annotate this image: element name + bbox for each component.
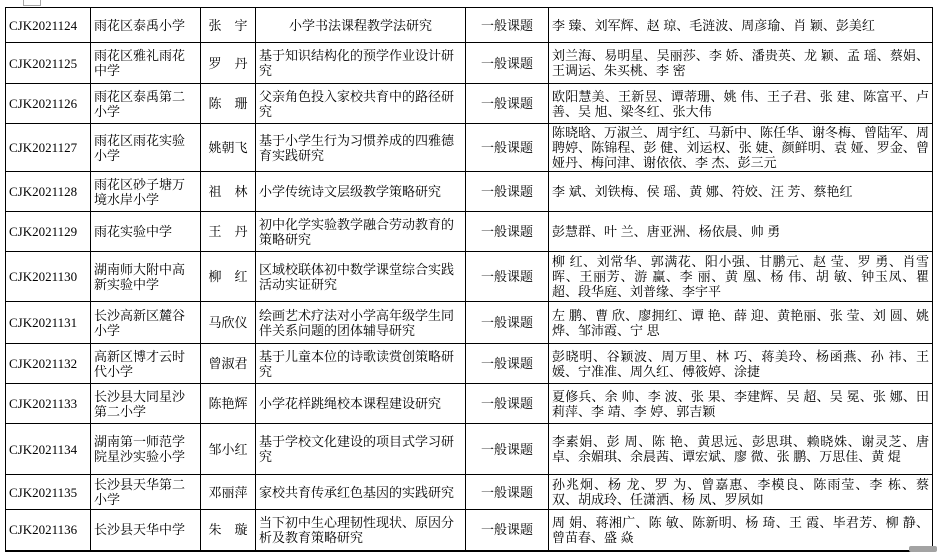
members-cell[interactable]: 柳 红、刘常华、郭满花、阳小强、甘鹏元、赵 莹、罗 勇、肖雪晖、王丽芳、游 赢、李 丽、黄 凰、杨 伟、胡 敏、钟玉凤、瞿 超、段华庭、刘普缘、李宇平 [549, 252, 933, 302]
project-id-cell[interactable]: CJK2021133 [6, 384, 91, 424]
leader-cell[interactable]: 姚朝飞 [201, 124, 256, 172]
category-cell[interactable]: 一般课题 [466, 124, 549, 172]
title-cell[interactable]: 家校共育传承红色基因的实践研究 [256, 475, 466, 510]
members-cell[interactable]: 孙兆炯、杨 龙、罗 为、曾嘉惠、李模良、陈雨莹、李 栋、蔡 双、胡成玲、任潇洒、杨 凤、罗夙如 [549, 475, 933, 510]
table-row [6, 8, 933, 43]
members-cell[interactable]: 李素娟、彭 周、陈 艳、黄思远、彭思琪、赖晓姝、谢灵芝、唐 卓、余媚琪、余晨茜、谭宏斌、廖 微、张 鹏、万思佳、黄 焜 [549, 424, 933, 475]
title-cell[interactable]: 基于学校文化建设的项目式学习研究 [256, 424, 466, 475]
category-cell[interactable]: 一般课题 [466, 344, 549, 384]
project-id-cell[interactable]: CJK2021134 [6, 424, 91, 475]
title-cell[interactable]: 小学书法课程教学法研究 [256, 8, 466, 43]
leader-cell[interactable]: 祖 林 [201, 172, 256, 212]
leader-cell[interactable]: 邹小红 [201, 424, 256, 475]
category-cell[interactable]: 一般课题 [466, 172, 549, 212]
members-cell[interactable]: 欧阳慧美、王新昱、谭蒂珊、姚 伟、王子君、张 建、陈富平、卢 善、吴 旭、梁冬红、张大伟 [549, 84, 933, 124]
members-cell[interactable]: 左 鹏、曹 欣、廖拥红、谭 艳、薛 迎、黄艳丽、张 莹、刘 圆、姚 烨、邹沛霞、宁 思 [549, 302, 933, 344]
project-id-cell[interactable]: CJK2021127 [6, 124, 91, 172]
school-cell[interactable]: 雨花区雅礼雨花中学 [91, 43, 201, 84]
school-cell[interactable]: 雨花区砂子塘万境水岸小学 [91, 172, 201, 212]
members-cell[interactable]: 夏修兵、余 帅、李 波、张 果、李建辉、吴 超、吴 冕、张 娜、田莉萍、李 靖、李 婷、郭吉颖 [549, 384, 933, 424]
table-row [6, 302, 933, 344]
members-cell[interactable]: 彭慧群、叶 兰、唐亚洲、杨依晨、帅 勇 [549, 212, 933, 252]
title-cell[interactable]: 小学花样跳绳校本课程建设研究 [256, 384, 466, 424]
project-id-cell[interactable]: CJK2021124 [6, 8, 91, 43]
leader-cell[interactable]: 曾淑君 [201, 344, 256, 384]
leader-cell[interactable]: 朱 璇 [201, 510, 256, 551]
table-row [6, 84, 933, 124]
title-cell[interactable]: 当下初中生心理韧性现状、原因分析及教育策略研究 [256, 510, 466, 551]
title-cell[interactable]: 基于儿童本位的诗歌读赏创策略研究 [256, 344, 466, 384]
school-cell[interactable]: 雨花区雨花实验小学 [91, 124, 201, 172]
title-cell[interactable]: 区域校联体初中数学课堂综合实践活动实证研究 [256, 252, 466, 302]
category-cell[interactable]: 一般课题 [466, 475, 549, 510]
members-cell[interactable]: 周 娟、蒋湘广、陈 敏、陈新明、杨 琦、王 霞、毕君芳、柳 静、曾苗春、盛 焱 [549, 510, 933, 551]
leader-cell[interactable]: 罗 丹 [201, 43, 256, 84]
table-row [6, 510, 933, 551]
project-id-cell[interactable]: CJK2021129 [6, 212, 91, 252]
category-cell[interactable]: 一般课题 [466, 212, 549, 252]
scrollbar-artifact[interactable] [909, 546, 937, 552]
category-cell[interactable]: 一般课题 [466, 424, 549, 475]
members-cell[interactable]: 刘兰海、易明星、吴丽莎、李 娇、潘贵英、龙 颖、孟 瑶、蔡娟、王调运、朱买桃、李 密 [549, 43, 933, 84]
leader-cell[interactable]: 张 宇 [201, 8, 256, 43]
category-cell[interactable]: 一般课题 [466, 8, 549, 43]
project-id-cell[interactable]: CJK2021125 [6, 43, 91, 84]
table-row [6, 252, 933, 302]
title-cell[interactable]: 初中化学实验教学融合劳动教育的策略研究 [256, 212, 466, 252]
category-cell[interactable]: 一般课题 [466, 302, 549, 344]
members-cell[interactable]: 陈晓晗、万淑兰、周宇红、马新中、陈任华、谢冬梅、曾陆军、周聘婷、陈锦程、彭 健、刘运权、张 婕、颜鲜明、袁 娅、罗金、曾娅丹、梅问津、谢依依、李 杰、彭三元 [549, 124, 933, 172]
school-cell[interactable]: 高新区博才云时代小学 [91, 344, 201, 384]
table-row [6, 43, 933, 84]
school-cell[interactable]: 长沙高新区麓谷小学 [91, 302, 201, 344]
school-cell[interactable]: 长沙县天华第二小学 [91, 475, 201, 510]
title-cell[interactable]: 父亲角色投入家校共育中的路径研究 [256, 84, 466, 124]
title-cell[interactable]: 基于小学生行为习惯养成的四雅德育实践研究 [256, 124, 466, 172]
project-id-cell[interactable]: CJK2021128 [6, 172, 91, 212]
cropped-table-handle-artifact [23, 0, 41, 6]
school-cell[interactable]: 长沙县天华中学 [91, 510, 201, 551]
category-cell[interactable]: 一般课题 [466, 43, 549, 84]
table-row [6, 124, 933, 172]
table-row [6, 172, 933, 212]
table-row [6, 212, 933, 252]
table-row [6, 344, 933, 384]
title-cell[interactable]: 绘画艺术疗法对小学高年级学生同伴关系问题的团体辅导研究 [256, 302, 466, 344]
members-cell[interactable]: 彭晓明、谷颖波、周万里、林 巧、蒋美玲、杨函燕、孙 祎、王 媛、宁准准、周久红、傅筱婷、涂捷 [549, 344, 933, 384]
project-approval-table [5, 7, 933, 552]
table-row [6, 424, 933, 475]
category-cell[interactable]: 一般课题 [466, 252, 549, 302]
project-id-cell[interactable]: CJK2021135 [6, 475, 91, 510]
category-cell[interactable]: 一般课题 [466, 384, 549, 424]
leader-cell[interactable]: 陈艳辉 [201, 384, 256, 424]
project-id-cell[interactable]: CJK2021130 [6, 252, 91, 302]
members-cell[interactable]: 李 臻、刘军辉、赵 琼、毛涟波、周彦瑜、肖 颖、彭美红 [549, 8, 933, 43]
project-id-cell[interactable]: CJK2021132 [6, 344, 91, 384]
title-cell[interactable]: 小学传统诗文层级教学策略研究 [256, 172, 466, 212]
leader-cell[interactable]: 柳 红 [201, 252, 256, 302]
school-cell[interactable]: 雨花实验中学 [91, 212, 201, 252]
leader-cell[interactable]: 王 丹 [201, 212, 256, 252]
school-cell[interactable]: 湖南师大附中高新实验中学 [91, 252, 201, 302]
leader-cell[interactable]: 马欣仪 [201, 302, 256, 344]
school-cell[interactable]: 雨花区泰禹第二小学 [91, 84, 201, 124]
project-table [5, 7, 933, 552]
members-cell[interactable]: 李 斌、刘铁梅、侯 瑶、黄 娜、符姣、汪 芳、蔡艳红 [549, 172, 933, 212]
table-row [6, 384, 933, 424]
category-cell[interactable]: 一般课题 [466, 84, 549, 124]
leader-cell[interactable]: 邓丽萍 [201, 475, 256, 510]
table-row [6, 475, 933, 510]
title-cell[interactable]: 基于知识结构化的预学作业设计研究 [256, 43, 466, 84]
school-cell[interactable]: 长沙县大同星沙第二小学 [91, 384, 201, 424]
school-cell[interactable]: 雨花区泰禹小学 [91, 8, 201, 43]
school-cell[interactable]: 湖南第一师范学院星沙实验小学 [91, 424, 201, 475]
project-id-cell[interactable]: CJK2021131 [6, 302, 91, 344]
project-id-cell[interactable]: CJK2021126 [6, 84, 91, 124]
leader-cell[interactable]: 陈 珊 [201, 84, 256, 124]
project-id-cell[interactable]: CJK2021136 [6, 510, 91, 551]
category-cell[interactable]: 一般课题 [466, 510, 549, 551]
